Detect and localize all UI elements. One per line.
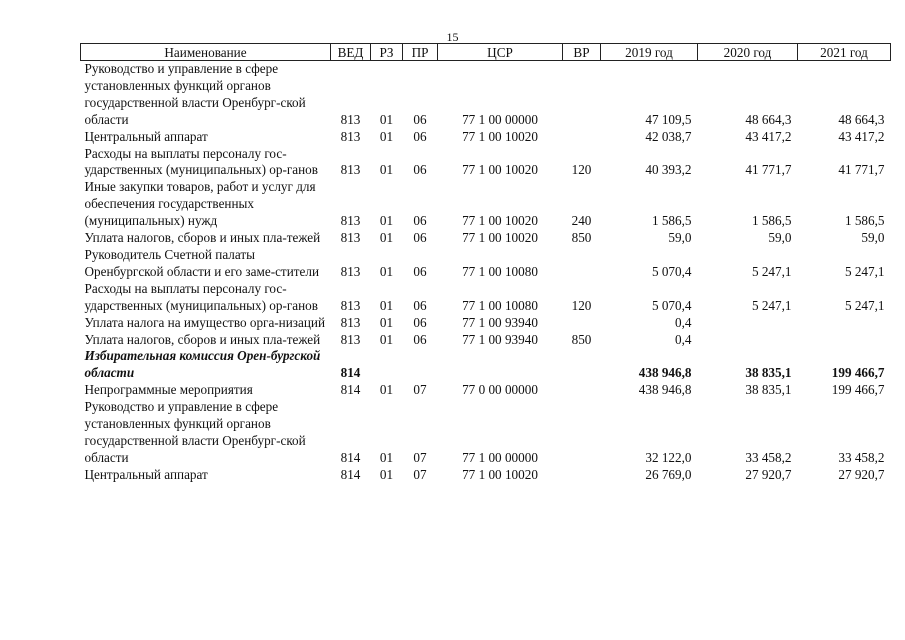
row-2021: 33 458,2 [838, 449, 885, 465]
row-csr: 77 1 00 10020 [462, 230, 538, 246]
row-vr [563, 382, 601, 399]
header-vr: ВР [563, 44, 601, 61]
table-body [81, 61, 891, 484]
row-rz [371, 348, 403, 382]
row-2021: 59,0 [861, 230, 885, 246]
row-2020: 5 247,1 [751, 263, 792, 279]
row-name: Уплата налогов, сборов и иных пла-тежей [84, 230, 321, 246]
budget-table [80, 43, 891, 484]
row-pr: 07 [413, 466, 427, 482]
row-2019: 32 122,0 [645, 449, 692, 465]
row-2021: 41 771,7 [838, 162, 885, 178]
row-2021: 27 920,7 [838, 466, 885, 482]
header-pr: ПР [403, 44, 438, 61]
header-rz: РЗ [371, 44, 403, 61]
row-ved: 814 [340, 466, 361, 482]
row-rz: 01 [379, 466, 394, 482]
row-vr [563, 399, 601, 467]
row-csr: 77 1 00 93940 [462, 331, 538, 347]
row-2021: 1 586,5 [844, 213, 885, 229]
table-row [81, 179, 891, 230]
row-csr: 77 1 00 10080 [462, 263, 538, 279]
table-row [81, 129, 891, 146]
row-2020: 41 771,7 [745, 162, 792, 178]
row-2019: 47 109,5 [645, 111, 692, 127]
row-vr [563, 247, 601, 281]
row-2020 [698, 315, 798, 332]
row-name: Уплата налога на имущество орга-низаций [84, 314, 326, 330]
row-pr: 06 [413, 263, 427, 279]
row-2019: 438 946,8 [638, 382, 692, 398]
row-2020 [698, 332, 798, 349]
row-2020: 1 586,5 [751, 213, 792, 229]
row-pr: 06 [413, 297, 427, 313]
row-rz: 01 [379, 263, 394, 279]
row-2020: 38 835,1 [745, 382, 792, 398]
row-csr: 77 1 00 93940 [462, 314, 538, 330]
row-2019: 438 946,8 [638, 365, 692, 381]
header-2020: 2020 год [698, 44, 798, 61]
row-2021 [798, 332, 891, 349]
row-2019: 0,4 [675, 331, 692, 347]
row-pr: 07 [413, 382, 427, 398]
row-name: Иные закупки товаров, работ и услуг для обеспечения государственных (муниципальных) нужд [84, 179, 316, 229]
table-row [81, 399, 891, 467]
row-vr [563, 129, 601, 146]
row-csr: 77 1 00 10080 [462, 297, 538, 313]
row-vr: 850 [571, 230, 592, 246]
row-2021: 48 664,3 [838, 111, 885, 127]
row-pr: 06 [413, 111, 427, 127]
row-2019: 26 769,0 [645, 466, 692, 482]
row-name: Избирательная комиссия Орен-бургской области [84, 348, 321, 381]
row-pr: 06 [413, 314, 427, 330]
row-2021: 43 417,2 [838, 128, 885, 144]
row-ved: 813 [340, 111, 361, 127]
page-number: 15 [446, 30, 459, 44]
row-name: Руководство и управление в сфере установленных функций органов государственной власти Оренбург-ской области [84, 61, 306, 127]
row-pr [403, 348, 438, 382]
row-rz: 01 [379, 213, 394, 229]
header-name: Наименование [81, 44, 331, 61]
row-2021 [798, 315, 891, 332]
table-row [81, 146, 891, 180]
row-ved: 813 [340, 128, 361, 144]
row-csr [438, 348, 563, 382]
row-name: Расходы на выплаты персоналу гос-ударственных (муниципальных) ор-ганов [84, 280, 319, 313]
row-2021: 5 247,1 [844, 263, 885, 279]
row-vr: 240 [571, 213, 592, 229]
row-vr [563, 467, 601, 484]
row-rz: 01 [379, 128, 394, 144]
row-2019: 5 070,4 [651, 297, 692, 313]
row-name: Центральный аппарат [84, 128, 208, 144]
header-csr: ЦСР [438, 44, 563, 61]
row-ved: 813 [340, 297, 361, 313]
row-csr: 77 1 00 10020 [462, 128, 538, 144]
row-vr [563, 315, 601, 332]
row-name: Непрограммные мероприятия [84, 382, 253, 398]
header-2021: 2021 год [798, 44, 891, 61]
row-ved: 813 [340, 331, 361, 347]
row-2019: 59,0 [668, 230, 692, 246]
row-csr: 77 0 00 00000 [462, 382, 538, 398]
row-2020: 43 417,2 [745, 128, 792, 144]
row-rz: 01 [379, 449, 394, 465]
row-2019: 1 586,5 [651, 213, 692, 229]
row-pr: 07 [413, 449, 427, 465]
row-2020: 33 458,2 [745, 449, 792, 465]
row-name: Руководитель Счетной палаты Оренбургской области и его заме-стители [84, 246, 320, 279]
row-2019: 42 038,7 [645, 128, 692, 144]
row-2019: 0,4 [675, 314, 692, 330]
row-rz: 01 [379, 162, 394, 178]
table-row [81, 315, 891, 332]
row-2021: 5 247,1 [844, 297, 885, 313]
table-row [81, 230, 891, 247]
row-vr: 850 [571, 331, 592, 347]
row-ved: 814 [340, 365, 361, 381]
row-rz: 01 [379, 297, 394, 313]
row-ved: 814 [340, 382, 361, 398]
row-2020: 5 247,1 [751, 297, 792, 313]
row-ved: 813 [340, 314, 361, 330]
row-pr: 06 [413, 128, 427, 144]
row-csr: 77 1 00 10020 [462, 213, 538, 229]
table-row [81, 281, 891, 315]
row-rz: 01 [379, 331, 394, 347]
row-rz: 01 [379, 382, 394, 398]
row-ved: 813 [340, 263, 361, 279]
row-name: Центральный аппарат [84, 466, 208, 482]
row-ved: 813 [340, 230, 361, 246]
row-ved: 813 [340, 162, 361, 178]
row-name: Руководство и управление в сфере установленных функций органов государственной власти Оренбург-ской области [84, 399, 306, 465]
row-pr: 06 [413, 230, 427, 246]
row-pr: 06 [413, 162, 427, 178]
header-2019: 2019 год [601, 44, 698, 61]
row-csr: 77 1 00 00000 [462, 449, 538, 465]
row-csr: 77 1 00 10020 [462, 162, 538, 178]
row-pr: 06 [413, 331, 427, 347]
row-2021: 199 466,7 [831, 382, 885, 398]
row-ved: 813 [340, 213, 361, 229]
row-2020: 27 920,7 [745, 466, 792, 482]
row-rz: 01 [379, 314, 394, 330]
row-csr: 77 1 00 00000 [462, 111, 538, 127]
row-vr [563, 348, 601, 382]
table-row [81, 332, 891, 349]
row-name: Расходы на выплаты персоналу гос-ударственных (муниципальных) ор-ганов [84, 145, 319, 178]
table-header [81, 44, 891, 61]
row-2019: 5 070,4 [651, 263, 692, 279]
table-row [81, 348, 891, 382]
table-row [81, 247, 891, 281]
table-row [81, 382, 891, 399]
row-csr: 77 1 00 10020 [462, 466, 538, 482]
row-rz: 01 [379, 111, 394, 127]
row-vr [563, 61, 601, 129]
row-rz: 01 [379, 230, 394, 246]
row-ved: 814 [340, 449, 361, 465]
row-2020: 38 835,1 [745, 365, 792, 381]
header-ved: ВЕД [331, 44, 371, 61]
row-2020: 59,0 [768, 230, 792, 246]
row-name: Уплата налогов, сборов и иных пла-тежей [84, 331, 321, 347]
row-2020: 48 664,3 [745, 111, 792, 127]
table-row [81, 467, 891, 484]
row-vr: 120 [571, 297, 592, 313]
row-2021: 199 466,7 [831, 365, 885, 381]
row-vr: 120 [571, 162, 592, 178]
row-2019: 40 393,2 [645, 162, 692, 178]
table-row [81, 61, 891, 129]
row-pr: 06 [413, 213, 427, 229]
